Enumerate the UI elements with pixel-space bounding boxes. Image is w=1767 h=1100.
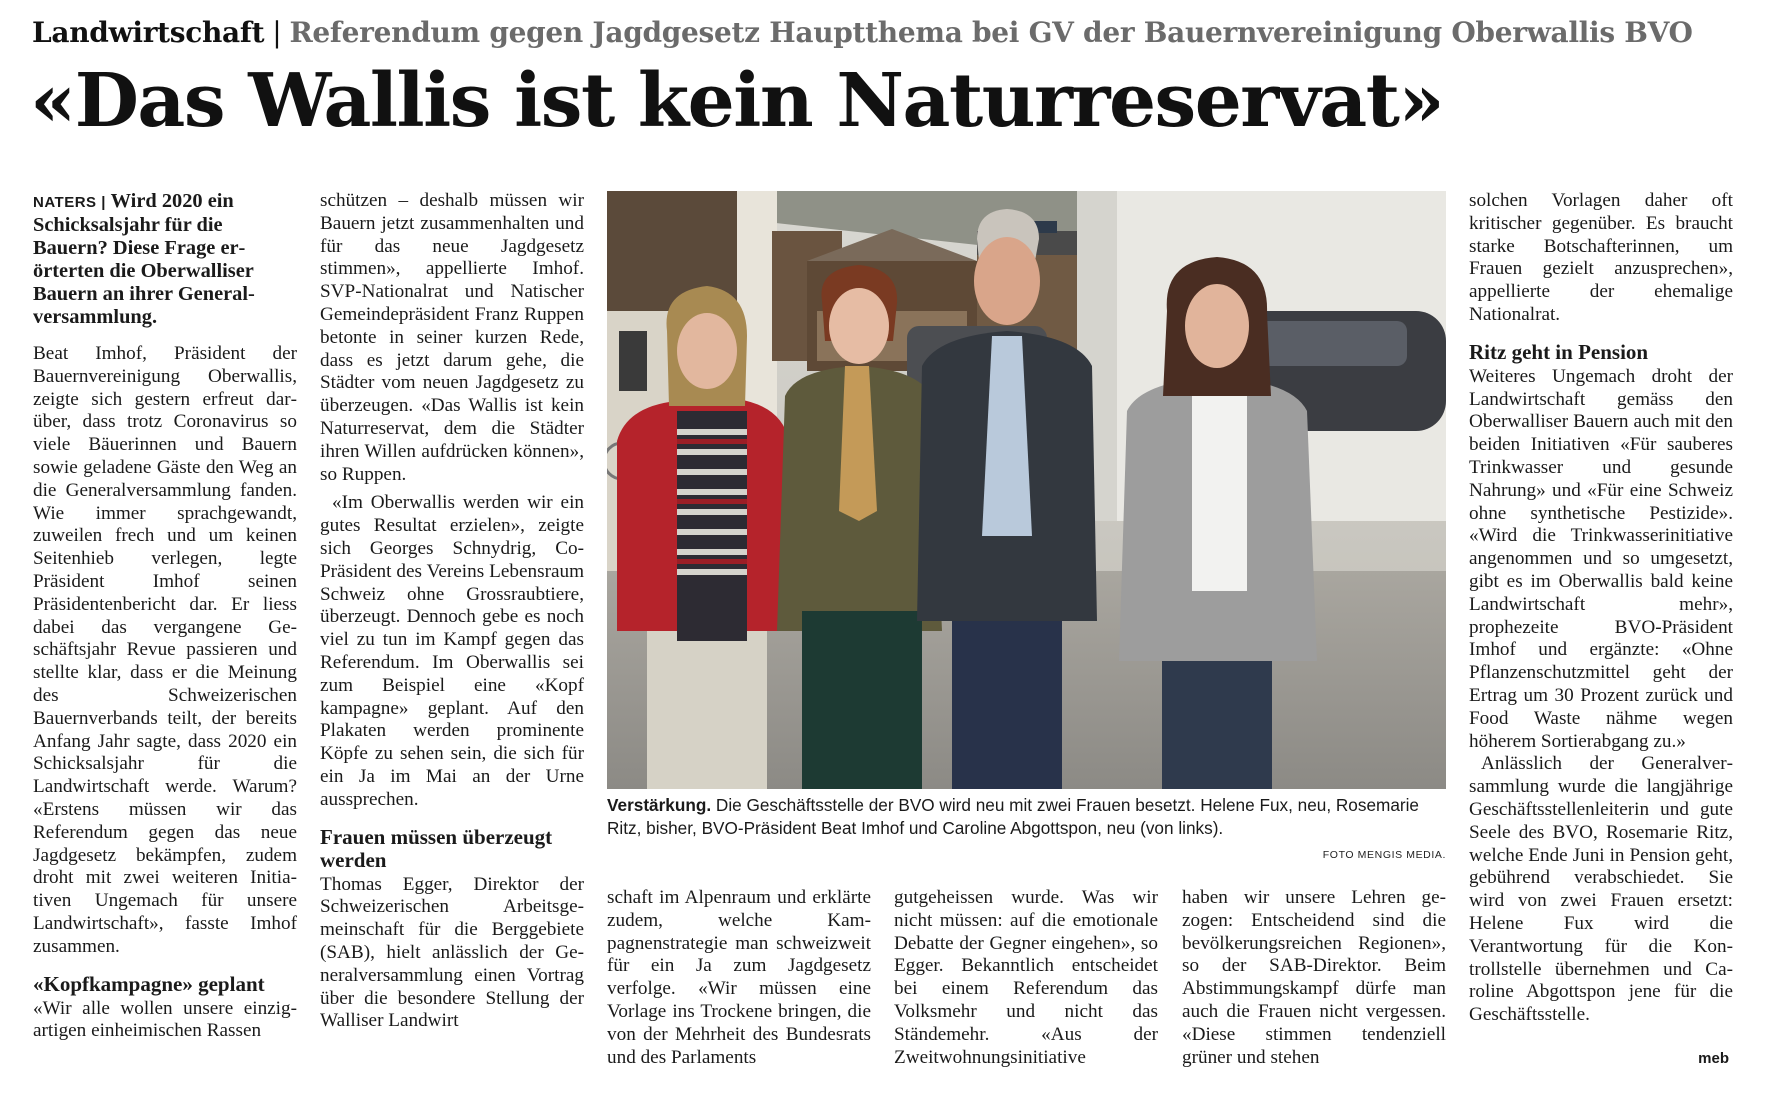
subheading-kopfkampagne: «Kopfkampagne» geplant	[33, 971, 265, 996]
body-paragraph: schaft im Alpenraum und erklärte zudem, welche Kampagnenstrategie man schweizweit für ein Ja zum Jagdgesetz verfolge. «Wir müssen eine Vorlage ins Trockene bringen, die von der Mehrheit des Bundesrats und des Parlaments	[607, 887, 871, 1068]
article-headline: «Das Wallis ist kein Naturreservat»	[30, 58, 1444, 144]
body-paragraph: Weiteres Ungemach droht der Landwirtschaft gemäss den Oberwalliser Bauern auch mit den beiden Initiativen «Für sauberes Trinkwasser und gesunde Nahrung» und «Für eine Schweiz ohne synthetische Pestizide». «Wird die Trinkwasserinitiative angenommen und so umgesetzt, gibt es im Oberwallis bald keine Landwirtschaft mehr», prophezeite BVO-Präsident Imhof und ergänzte: «Ohne Pflanzenschutzmittel geht der Ertrag um 30 Prozent zurück und Food Waste nähme wegen höherem Sortierabgang zu.»	[1469, 365, 1733, 752]
photo-caption	[607, 794, 1447, 840]
text-column-5	[1182, 887, 1446, 1069]
lead-text: Wird 2020 ein Schicksalsjahr für die Bauern? Diese Frage erörterten die Oberwalliser Bauern an ihrer Generalversammlung.	[33, 190, 255, 328]
body-paragraph: gutgeheissen wurde. Was wir nicht müssen: auf die emotionale Debatte der Gegner eingehen», so Egger. Bekanntlich entscheidet bei einem Referendum das Volksmehr und nicht das Ständemehr. «Aus der Zweitwohnungsinitiative	[894, 887, 1158, 1068]
caption-lead: Verstärkung.	[607, 795, 712, 815]
body-paragraph: «Im Oberwallis werden wir ein gutes Resultat erzielen», zeigte sich Georges Schnydrig, Co-Präsident des Vereins Lebensraum Schweiz ohne Grossraubtiere, überzeugt. Dennoch gebe es noch viel zu tun im Kampf gegen das Referendum. Im Oberwallis sei zum Beispiel eine «Kopf kampagne» geplant. Auf den Plakaten werden prominente Köpfe zu sehen sein, die sich für ein Ja im Mai an der Urne aussprechen.	[320, 492, 584, 810]
text-column-3	[607, 887, 871, 1069]
dateline: NATERS |	[33, 194, 106, 211]
lead-paragraph	[33, 190, 297, 329]
body-paragraph: Beat Imhof, Präsident der Bauernvereinigung Oberwallis, zeigte sich gestern erfreut darüber, dass trotz Coronavirus so viele Bäuerinnen und Bauern sowie geladene Gäste den Weg an die Generalversammlung fanden. Wie immer sprachgewandt, zuweilen frech und um keinen Seitenhieb verlegen, legte Präsident Imhof seinen Präsidentenbericht dar. Er liess dabei das vergangene Geschäftsjahr Revue passieren und stellte klar, dass er die Meinung des Schweizerischen Bauernverbands teilt, der bereits Anfang Jahr sagte, dass 2020 ein Schicksalsjahr für die Landwirtschaft werde. Warum? «Erstens müssen wir das Referendum gegen das neue Jagdgesetz bekämpfen, zudem droht mit zwei weiteren Initiativen Ungemach für unsere Landwirtschaft», fasste Imhof zusammen.	[33, 343, 297, 957]
article-kicker	[32, 16, 1732, 49]
section-rubric: Landwirtschaft	[32, 16, 265, 49]
subheading-ritz: Ritz geht in Pension	[1469, 339, 1649, 364]
caption-text: Die Geschäftsstelle der BVO wird neu mit zwei Frauen besetzt. Helene Fux, neu, Rosemarie Ritz, bisher, BVO-Präsident Beat Imhof und Caroline Abgottspon, neu (von links).	[607, 795, 1419, 838]
body-paragraph: Anlässlich der Generalversammlung wurde die langjährige Geschäftsstellenleiterin und gute Seele des BVO, Rosemarie Ritz, welche Ende Juni in Pension geht, gebührend verabschiedet. Sie wird von zwei Frauen ersetzt: Helene Fux wird die Verantwortung für die Kontrollstelle übernehmen und Caroline Abgottspon jene für die Geschäftsstelle.	[1469, 753, 1733, 1026]
body-paragraph: haben wir unsere Lehren gezogen: Entscheidend sind die bevölkerungsreichen Regionen», so der SAB-Direktor. Beim Abstimmungskampf dürfe man auch die Frauen nicht vergessen. «Diese stimmen tendenziell grüner und stehen	[1182, 887, 1446, 1068]
text-column-4	[894, 887, 1158, 1069]
body-paragraph: solchen Vorlagen daher oft kritischer gegenüber. Es braucht starke Botschafterinnen, um Frauen gezielt anzusprechen», appellierte der ehemalige Nationalrat.	[1469, 190, 1733, 325]
text-column-6	[1469, 190, 1733, 1070]
kicker-separator: |	[272, 16, 282, 49]
group-photo-illustration	[607, 191, 1446, 789]
body-paragraph: Thomas Egger, Direktor der Schweizerischen Arbeitsgemeinschaft für die Berggebiete (SAB), hielt anlässlich der Generalversammlung einen Vortrag über die besondere Stellung der Walliser Landwirt	[320, 873, 584, 1032]
photo-credit: FOTO MENGIS MEDIA.	[1322, 849, 1446, 861]
subheading-frauen: Frauen müssen überzeugt werden	[320, 824, 553, 872]
body-paragraph: schützen – deshalb müssen wir Bauern jetzt zusammenhalten und für das neue Jagdgesetz stimmen», appellierte Imhof. SVP-Nationalrat und Natischer Gemeindepräsident Franz Ruppen betonte in seiner kurzen Rede, dass es jetzt darum gehe, die Städter vom neuen Jagdgesetz zu überzeugen. «Das Wallis ist kein Naturreservat, dem die Städter ihren Willen aufdrücken können», so Ruppen.	[320, 190, 584, 485]
kicker-subtitle: Referendum gegen Jagdgesetz Hauptthema bei GV der Bauernvereinigung Oberwallis BVO	[289, 16, 1693, 49]
body-paragraph: «Wir alle wollen unsere einzigartigen einheimischen Rassen	[33, 997, 297, 1042]
author-signature: meb	[1698, 1050, 1729, 1068]
text-column-2	[320, 190, 584, 1033]
text-column-1	[33, 190, 297, 1043]
article-photo	[607, 191, 1446, 789]
